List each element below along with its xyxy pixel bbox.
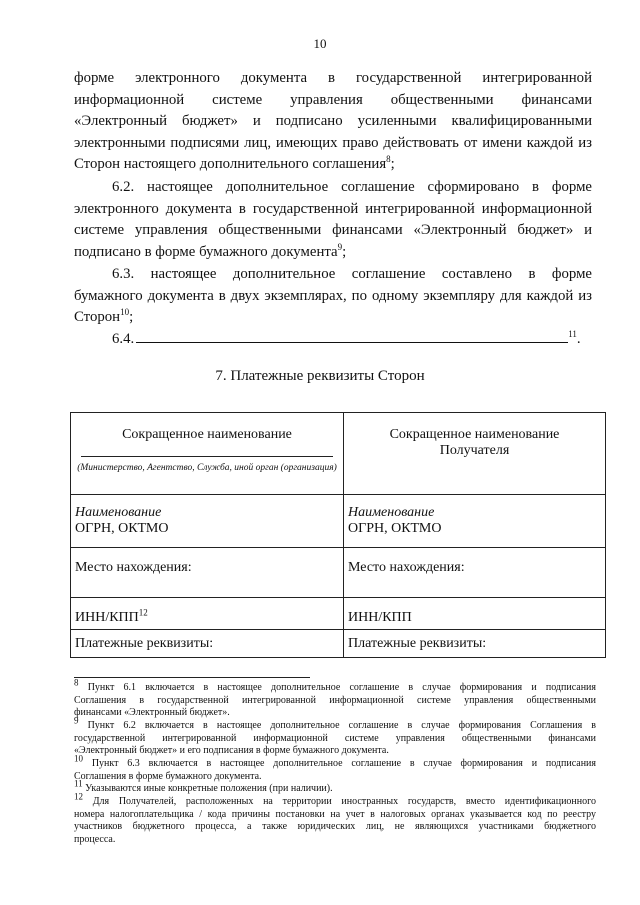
table-row: Платежные реквизиты: Платежные реквизиты: bbox=[71, 630, 606, 658]
footnote-ref-12[interactable]: 12 bbox=[138, 607, 148, 618]
footnote-ref-9[interactable]: 9 bbox=[337, 241, 343, 252]
footnote-12: $^{12}$ Для Получателей, расположенных на территории иностранных государств, вместо идентификационного номера налогоплательщика / кода причины постановки на учет в налоговых органах указывается код по реестру участников бюджетного процесса, а также юридических лиц, не являющихся участниками бюджетного процесса. bbox=[74, 791, 596, 845]
page-number: 10 bbox=[313, 36, 327, 51]
table-row: ИНН/КПП$^{12}$ ИНН/КПП bbox=[71, 598, 606, 630]
paragraph-6-3: 6.3. настоящее дополнительное соглашение составлено в форме бумажного документа в двух экземплярах, по одному экземпляру для каждой из Сторон$^{10}$; bbox=[74, 266, 592, 326]
blank-fill-line[interactable] bbox=[136, 330, 568, 343]
footnote-8: $^8$ Пункт 6.1 включается в настоящее дополнительное соглашение в случае формирования и подписания Соглашения в государственной интегрированной информационной системе управления общественными финансами «Электронный бюджет». bbox=[74, 677, 597, 719]
footnote-ref-11[interactable]: 11 bbox=[568, 329, 577, 340]
table-row: Наименование ОГРН, ОКТМО Наименование ОГРН, ОКТМО bbox=[71, 495, 606, 548]
footnote-10: $^{10}$ Пункт 6.3 включается в настоящее дополнительное соглашение в случае формирования и подписания Соглашения в форме бумажного документа. bbox=[74, 753, 597, 782]
paragraph-6-1-continued: форме электронного документа в государственной интегрированной информационной системе управления общественными финансами «Электронный бюджет» и подписано усиленными квалифицированными электронными подписями лиц, имеющих право действовать от имени каждой из Сторон настоящего дополнительного соглашения$^8$; bbox=[74, 70, 592, 173]
footnote-separator bbox=[74, 677, 310, 678]
section-title: 7. Платежные реквизиты Сторон bbox=[215, 368, 425, 384]
footnote-11: $^{11}$ Указываются иные конкретные положения (при наличии). bbox=[74, 778, 333, 794]
payment-details-table bbox=[70, 412, 606, 658]
fill-line[interactable] bbox=[81, 456, 333, 457]
paragraph-6-2: 6.2. настоящее дополнительное соглашение сформировано в форме электронного документа в государственной интегрированной информационной системе управления общественными финансами «Электронный бюджет» и подписано в форме бумажного документа$^9$; bbox=[74, 179, 592, 260]
left-header-cell: Сокращенное наименование (Министерство, Агентство, Служба, иной орган (организация) bbox=[71, 413, 344, 495]
table-row bbox=[71, 413, 606, 495]
footnote-9: $^9$ Пункт 6.2 включается в настоящее дополнительное соглашение в случае формирования Соглашения в государственной интегрированной информационной системе управления общественными финансами «Электронный бюджет» и его подписания в форме бумажного документа. bbox=[74, 715, 597, 757]
footnote-ref-8[interactable]: 8 bbox=[386, 154, 391, 165]
table-row: Место нахождения: Место нахождения: bbox=[71, 548, 606, 598]
paragraph-6-4: 6.4. $^{11}$. bbox=[112, 329, 581, 347]
footnote-ref-10[interactable]: 10 bbox=[120, 307, 130, 318]
right-header-cell: Сокращенное наименование Получателя bbox=[344, 413, 606, 495]
